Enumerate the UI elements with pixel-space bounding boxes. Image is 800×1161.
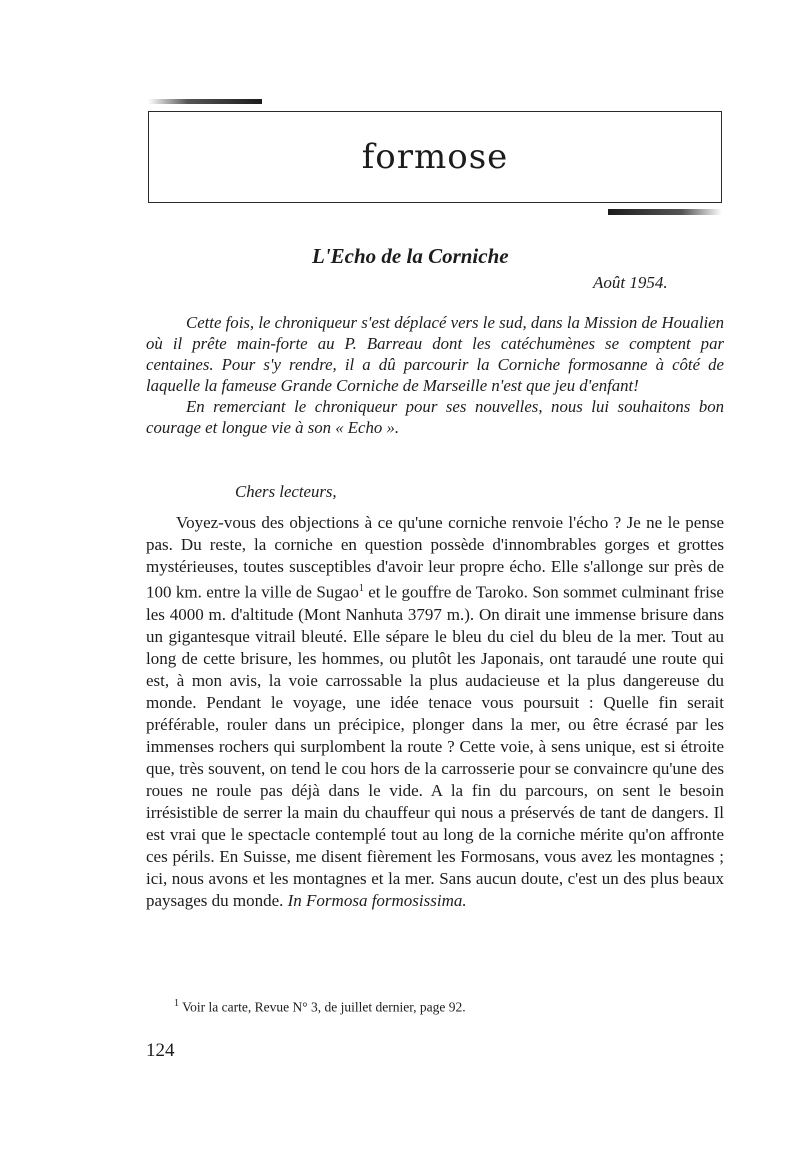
footnote-reference: 1 (358, 583, 364, 594)
footnote-marker: 1 (174, 998, 179, 1009)
intro-paragraph: Cette fois, le chroniqueur s'est déplacé vers le sud, dans la Mission de Houalien où il prête main-forte au P. Barreau dont les catéchumènes se comptent par centaines. Pour s'y rendre, il a dû parcourir la Corniche formosanne à côté de laquelle la fameuse Grande Corniche de Marseille n'est que jeu d'enfant! (146, 313, 724, 395)
body-text-part: et le gouffre de Taroko. Son sommet culminant frise les 4000 m. d'altitude (Mont Nanhuta 3797 m.). On dirait une immense brisure dans un gigantesque vitrail bleuté. Elle sépare le bleu du ciel du bleu de la mer. Tout au long de cette brisure, les hommes, ou plutôt les Japonais, ont taraudé une route qui est, à mon avis, la voie carrossable la plus audacieuse et la plus dangereuse du monde. Pendant le voyage, une idée tenace vous poursuit : Quelle fin serait préférable, rouler dans un précipice, plonger dans la mer, ou être écrasé par les immenses rochers qui surplombent la route ? Cette voie, à sens unique, est si étroite que, très souvent, on tend le cou hors de la carrosserie pour se convaincre qu'une des roues ne roule pas déjà dans le vide. A la fin du parcours, on sent le besoin irrésistible de serrer la main du chauffeur qui nous a préservés de tant de dangers. Il est vrai que le spectacle contemplé tout au long de la corniche mérite qu'on affronte ces périls. En Suisse, me disent fièrement les Formosans, vous avez les montagnes ; ici, nous avons et les montagnes et la mer. Sans aucun doute, c'est un des plus beaux paysages du monde. (146, 582, 724, 910)
page-title: formose (361, 137, 509, 177)
footnote-text: Voir la carte, Revue N° 3, de juillet dernier, page 92. (179, 999, 466, 1015)
letter-salutation: Chers lecteurs, (235, 482, 337, 501)
editorial-introduction (146, 312, 724, 438)
title-frame (148, 111, 722, 203)
letter-body (146, 512, 724, 912)
body-paragraph (146, 512, 724, 912)
closing-latin-phrase: In Formosa formosissima. (287, 890, 467, 910)
title-decoration-top-bar (148, 99, 262, 104)
article-subtitle: L'Echo de la Corniche (312, 244, 509, 268)
intro-paragraph: En remerciant le chroniqueur pour ses nouvelles, nous lui souhaitons bon courage et longue vie à son « Echo ». (146, 397, 724, 437)
page-number: 124 (146, 1040, 175, 1061)
title-decoration-bottom-bar (608, 209, 722, 215)
footnote (174, 998, 466, 1016)
article-date: Août 1954. (593, 273, 668, 292)
body-text-part: Voyez-vous des objections à ce qu'une corniche renvoie l'écho ? Je ne le pense pas. Du reste, la corniche en question possède d'innombrables gorges et grottes mystérieuses, toutes susceptibles d'avoir leur propre écho. Elle s'allonge sur près de 100 km. entre la ville de Sugao (146, 513, 724, 602)
